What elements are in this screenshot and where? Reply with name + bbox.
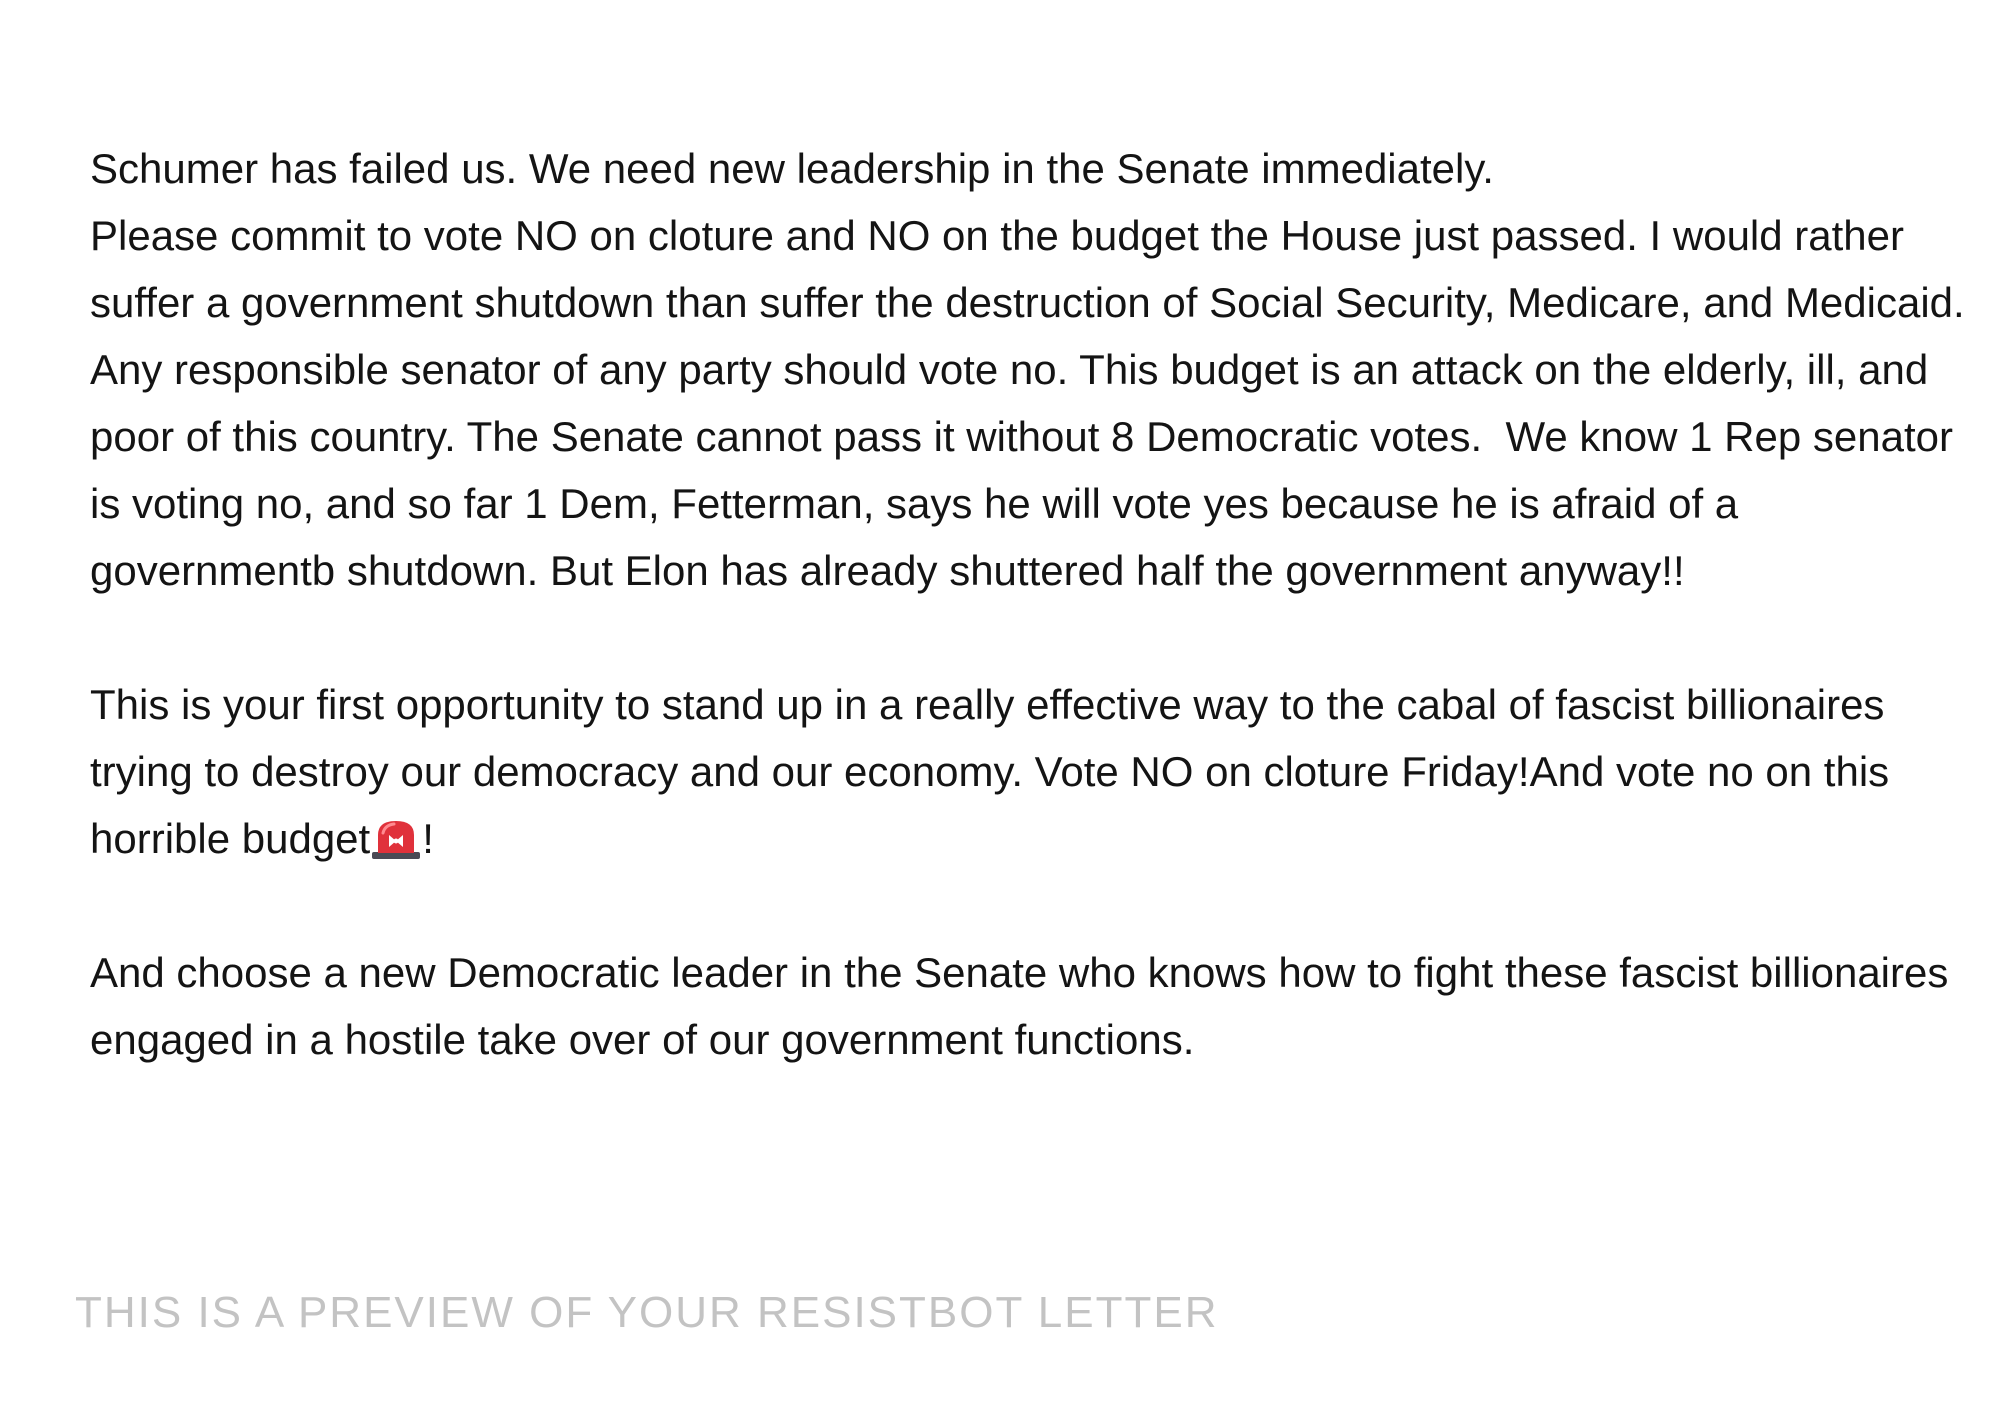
preview-footer-label: THIS IS A PREVIEW OF YOUR RESISTBOT LETTER <box>75 1288 1219 1337</box>
paragraph-2 <box>90 671 1970 872</box>
paragraph-1-body: Please commit to vote NO on cloture and NO on the budget the House just passed. I would rather suffer a government shutdown than suffer the destruction of Social Security, Medicare, and Medicaid. Any responsible senator of any party should vote no. This budget is an attack on the elderly, ill, and poor of this country. The Senate cannot pass it without 8 Democratic votes. We know 1 Rep senator is voting no, and so far 1 Dem, Fetterman, says he will vote yes because he is afraid of a governmentb shutdown. But Elon has already shuttered half the government anyway!! <box>90 212 1975 594</box>
paragraph-2-end: ! <box>422 815 434 862</box>
paragraph-2-text: This is your first opportunity to stand up in a really effective way to the cabal of fascist billionaires trying to destroy our democracy and our economy. Vote NO on cloture Friday!And vote no on this horrible budget <box>90 681 1901 862</box>
paragraph-1-opening: Schumer has failed us. We need new leadership in the Senate immediately. <box>90 145 1494 192</box>
police-car-light-icon <box>370 815 422 859</box>
letter-body <box>90 135 1975 1073</box>
paragraph-3: And choose a new Democratic leader in the Senate who knows how to fight these fascist billionaires engaged in a hostile take over of our government functions. <box>90 949 1961 1063</box>
